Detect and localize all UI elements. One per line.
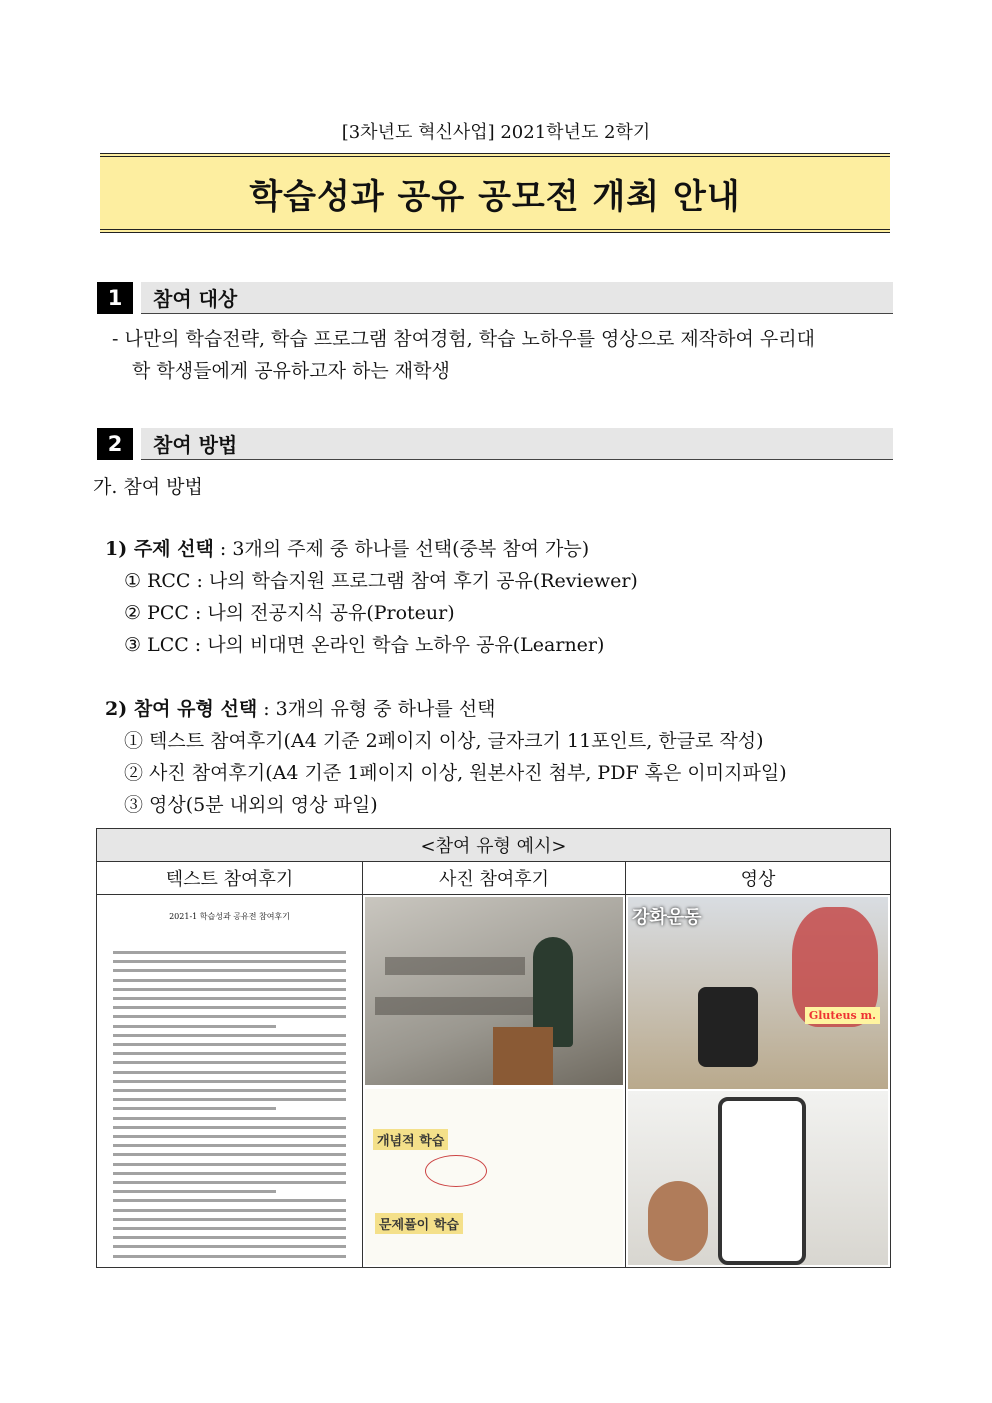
section-heading: 참여 방법	[141, 428, 893, 460]
doc-text-line	[113, 988, 346, 991]
doc-text-line	[113, 1163, 346, 1166]
doc-text-line	[113, 1181, 346, 1184]
doc-text-line	[113, 1015, 346, 1018]
note-label: 개념적 학습	[373, 1129, 448, 1150]
doc-text-line	[113, 1098, 346, 1101]
doc-text-line	[113, 969, 346, 972]
doc-text-line	[113, 1025, 276, 1028]
doc-text-line	[113, 1006, 346, 1009]
doc-text-line	[113, 1153, 346, 1156]
page-title: 학습성과 공유 공모전 개최 안내	[249, 176, 741, 217]
doc-text-line	[113, 1218, 346, 1221]
title-box	[100, 153, 890, 233]
doc-text-line	[113, 1144, 346, 1147]
section-heading: 참여 대상	[141, 282, 893, 314]
video-frame-exercise	[628, 897, 888, 1089]
topic-item: ③ LCC : 나의 비대면 온라인 학습 노하우 공유(Learner)	[124, 634, 605, 656]
section-1-line-2: 학 학생들에게 공유하고자 하는 재학생	[132, 360, 450, 382]
doc-text-line	[113, 1209, 346, 1212]
section-number: 2	[97, 428, 133, 460]
doc-text-line	[113, 997, 346, 1000]
doc-text-line	[113, 1034, 346, 1037]
column-header-text: 텍스트 참여후기	[97, 862, 363, 895]
type-item: ① 텍스트 참여후기(A4 기준 2페이지 이상, 글자크기 11포인트, 한글로 작성)	[124, 730, 764, 752]
doc-text-line	[113, 1135, 346, 1138]
text-review-cell	[97, 895, 363, 1268]
doc-text-line	[113, 1245, 346, 1248]
doc-title: 2021-1 학습성과 공유전 참여후기	[169, 912, 290, 921]
topic-label: 1) 주제 선택	[105, 538, 214, 560]
type-desc: : 3개의 유형 중 하나를 선택	[257, 698, 496, 720]
subtitle: [3차년도 혁신사업] 2021학년도 2학기	[341, 122, 651, 143]
doc-text-line	[113, 979, 346, 982]
type-item: ② 사진 참여후기(A4 기준 1페이지 이상, 원본사진 첨부, PDF 혹은 이미지파일)	[124, 762, 787, 784]
type-line	[105, 694, 495, 725]
type-item: ③ 영상(5분 내외의 영상 파일)	[124, 794, 378, 816]
doc-text-line	[113, 1227, 346, 1230]
doc-text-line	[113, 1043, 346, 1046]
section-2-header	[97, 428, 893, 460]
doc-text-line	[113, 1107, 276, 1110]
doc-text-line	[113, 1061, 346, 1064]
photo-review-cell	[363, 895, 626, 1268]
section-1-line-1: - 나만의 학습전략, 학습 프로그램 참여경험, 학습 노하우를 영상으로 제작하여 우리대	[112, 328, 815, 350]
note-label: 문제풀이 학습	[375, 1213, 463, 1234]
example-table	[96, 828, 891, 1268]
doc-text-line	[113, 1071, 346, 1074]
topic-line	[105, 534, 589, 565]
doc-text-line	[113, 1126, 346, 1129]
doc-text-line	[113, 1080, 346, 1083]
doc-text-line	[113, 1190, 276, 1193]
doc-text-line	[113, 1172, 346, 1175]
section-number: 1	[97, 282, 133, 314]
doc-text-line	[113, 960, 346, 963]
doc-text-line	[113, 1199, 346, 1202]
doc-text-line	[113, 1089, 346, 1092]
type-label: 2) 참여 유형 선택	[105, 698, 258, 720]
video-frame-phone	[628, 1091, 888, 1265]
topic-desc: : 3개의 주제 중 하나를 선택(중복 참여 가능)	[213, 538, 590, 560]
study-note-image	[365, 1089, 623, 1265]
doc-text-line	[113, 1052, 346, 1055]
column-header-photo: 사진 참여후기	[363, 862, 626, 895]
example-table-header: <참여 유형 예시>	[97, 829, 891, 862]
topic-item: ① RCC : 나의 학습지원 프로그램 참여 후기 공유(Reviewer)	[124, 570, 638, 592]
column-header-video: 영상	[626, 862, 891, 895]
doc-text-line	[113, 1255, 346, 1258]
video-caption: 강화운동	[632, 907, 702, 928]
subsection-title: 가. 참여 방법	[93, 476, 203, 498]
doc-text-line	[113, 1236, 346, 1239]
video-caption: Gluteus m.	[805, 1007, 880, 1024]
classroom-photo	[365, 897, 623, 1085]
doc-text-line	[113, 951, 346, 954]
section-1-header	[97, 282, 893, 314]
doc-text-line	[113, 1117, 346, 1120]
topic-item: ② PCC : 나의 전공지식 공유(Proteur)	[124, 602, 455, 624]
video-cell	[626, 895, 891, 1268]
text-review-image	[103, 901, 356, 1261]
